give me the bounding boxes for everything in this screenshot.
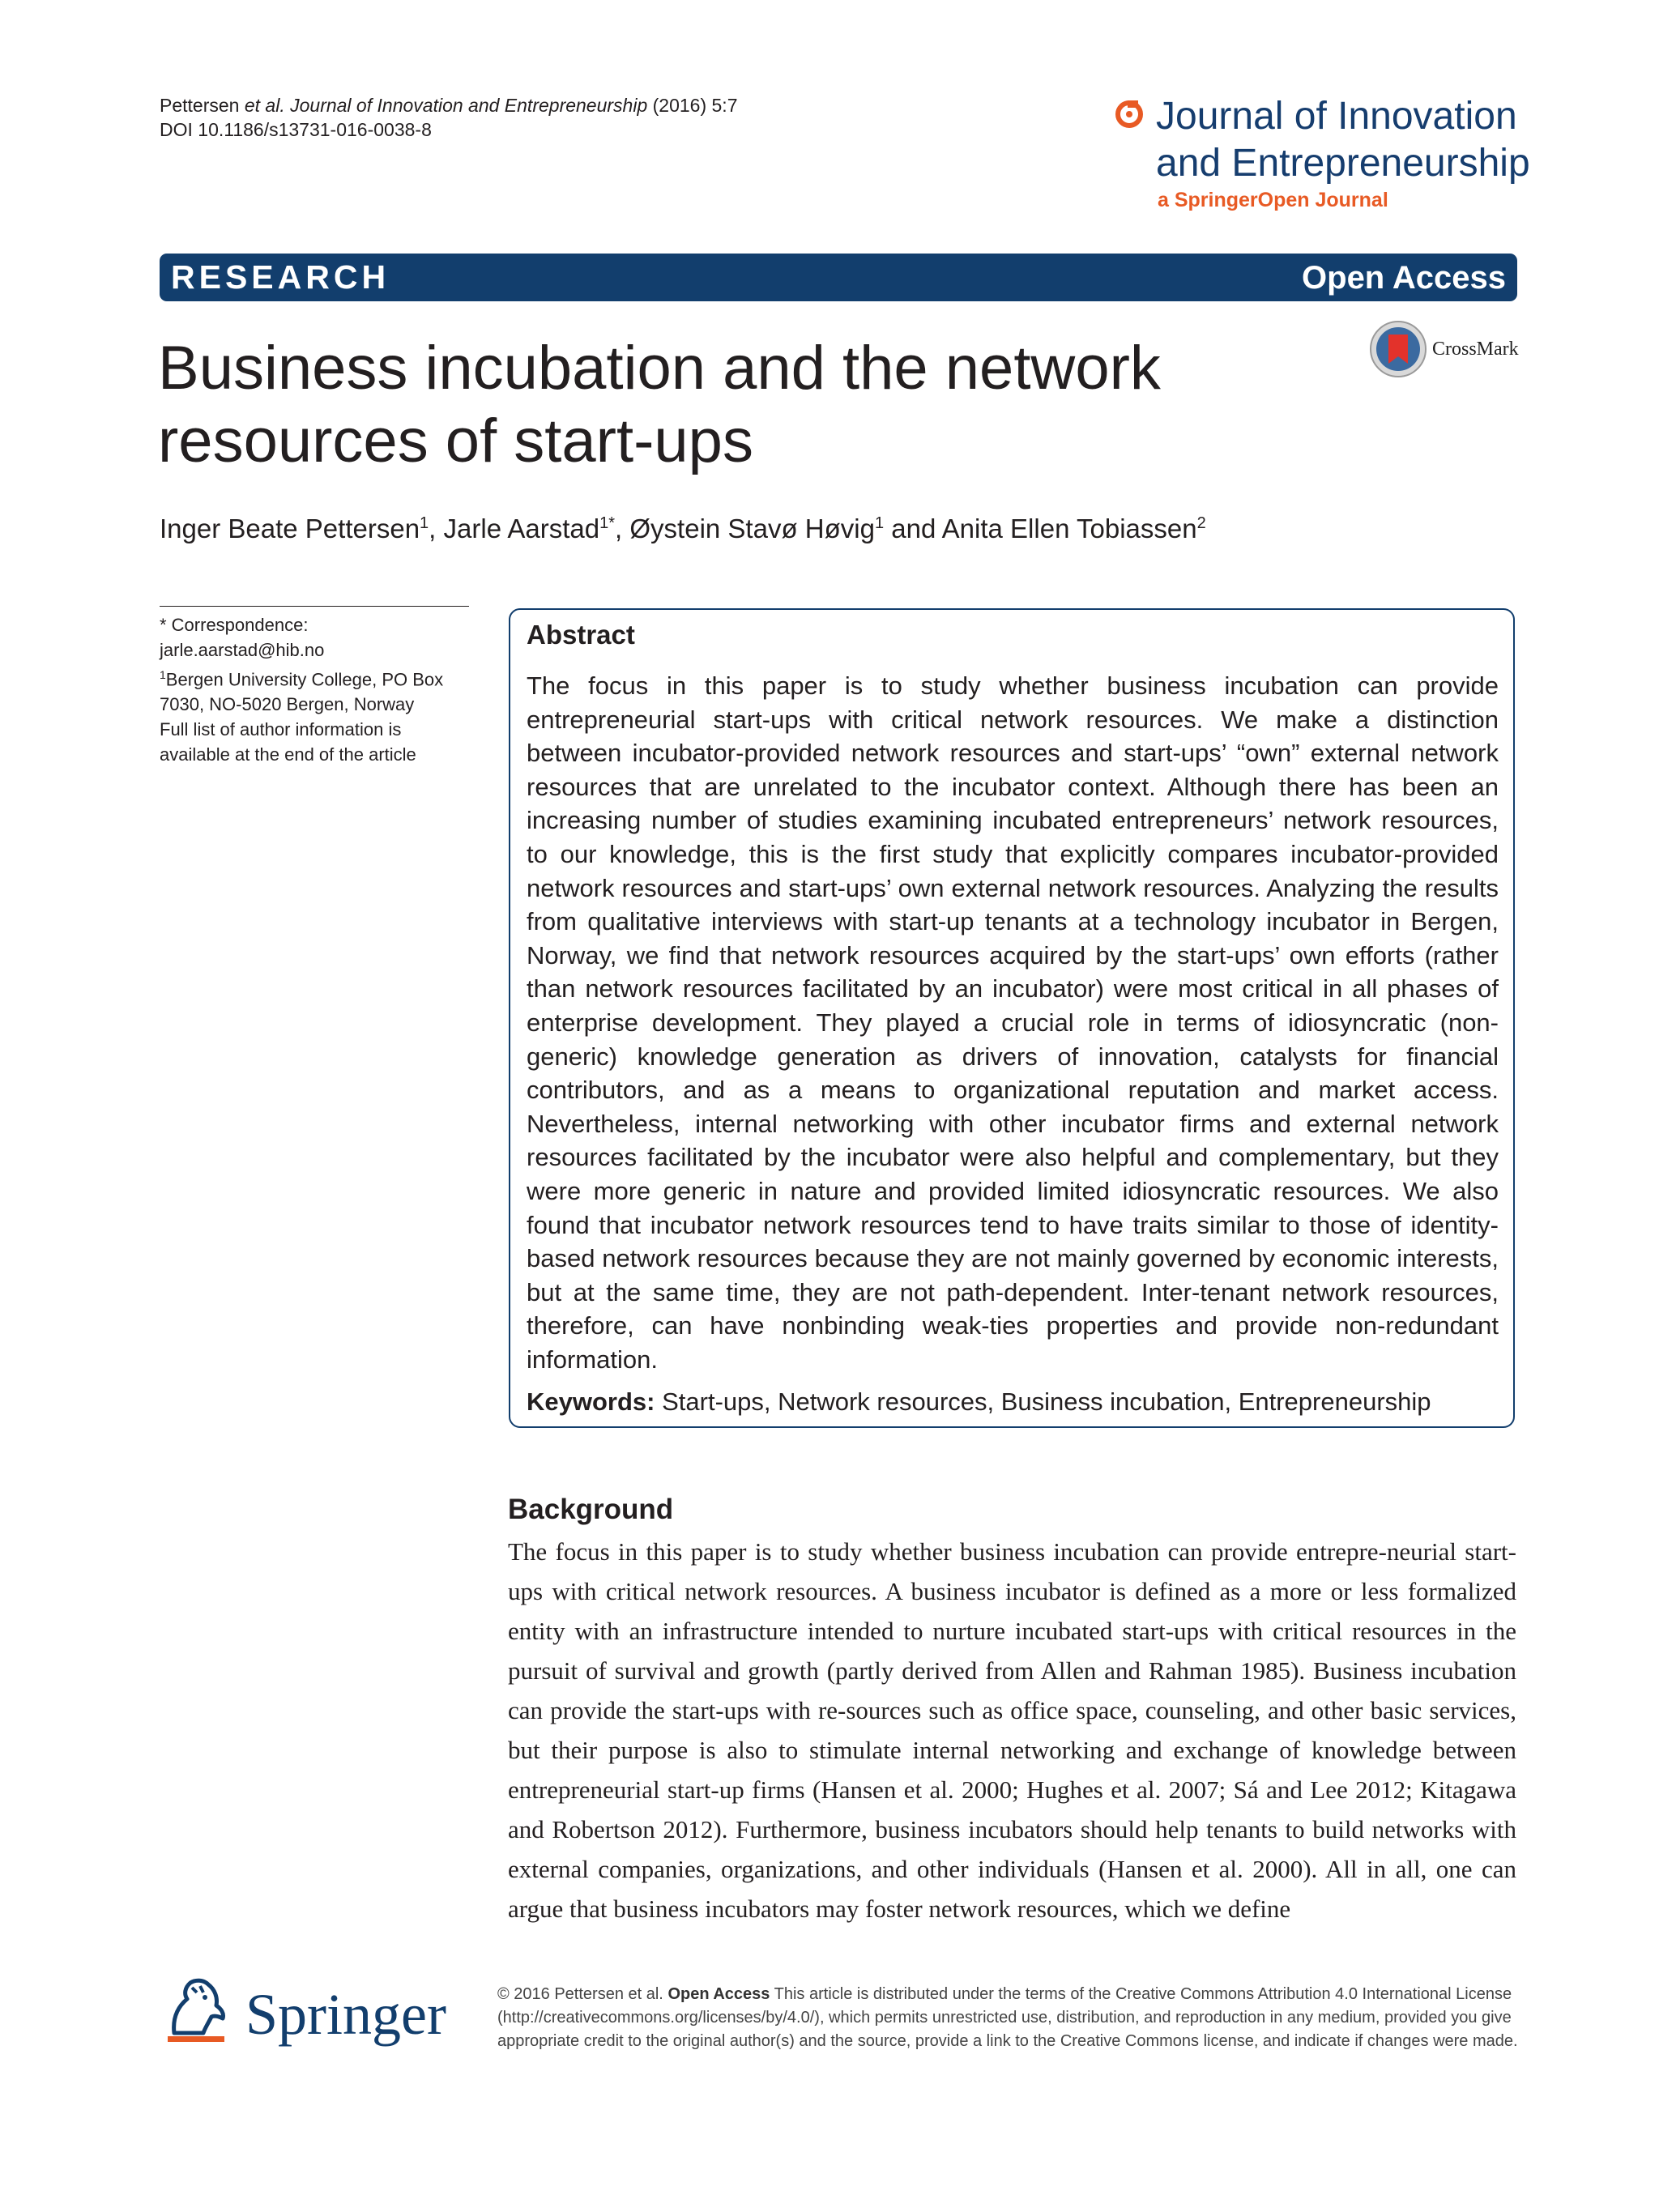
crossmark-label: CrossMark [1432,339,1519,360]
springeropen-logo-icon [1115,100,1143,128]
license-text: This article is distributed under the terms of the Creative Commons Attribution 4.0 International License (http://creativecommons.org/licenses/by/4.0/), which permits unrestricted use, distribution, and reproduction in any medium, provided you give appropriate credit to the original author(s) and the source, provide a link to the Creative Commons license, and indicate if changes were made. [497,1985,1518,2050]
keywords-list: Start-ups, Network resources, Business incubation, Entrepreneurship [662,1387,1431,1416]
author-affiliation-mark: 1* [599,514,616,532]
crossmark-icon [1369,320,1427,378]
correspondence-sidebar [160,612,471,767]
abstract-box [509,608,1515,1428]
author-affiliation-mark: 1 [874,514,885,532]
journal-name [1156,93,1530,187]
journal-name-line2: and Entrepreneurship [1156,142,1530,185]
abstract-heading: Abstract [527,620,635,650]
affiliation-text: Bergen University College, PO Box 7030, NO-5020 Bergen, Norway [160,669,444,715]
author-affiliation-mark: 1 [420,514,429,532]
springer-wordmark: Springer [245,1982,446,2047]
author-list [160,505,1294,547]
affiliation-mark: 1 [160,668,166,681]
author-info-note: Full list of author information is available at the end of the article [160,719,416,765]
springer-horse-icon [160,1976,237,2046]
author-name: Jarle Aarstad [443,514,600,543]
background-paragraph: The focus in this paper is to study whether business incubation can provide entrepre-neurial start-ups with critical network resources. A business incubator is defined as a more or less formalized entity with an infrastructure intended to nurture incubated start-ups with critical resources in the pursuit of survival and growth (partly derived from Allen and Rahman 1985). Business incubation can provide the start-ups with re-sources such as office space, counseling, and other basic services, but their purpose is also to stimulate internal networking and exchange of knowledge between entrepreneurial start-up firms (Hansen et al. 2000; Hughes et al. 2007; Sá and Lee 2012; Kitagawa and Robertson 2012). Furthermore, business incubators should help tenants to build networks with external companies, organizations, and other individuals (Hansen et al. 2000). All in all, one can argue that business incubators may foster network resources, which we define [508,1537,1516,1923]
crossmark-badge[interactable] [1369,320,1531,381]
license-copyright: © 2016 Pettersen et al. [497,1985,663,2003]
running-citation [160,93,738,142]
author-separator: and [884,514,942,543]
author-name: Øystein Stavø Høvig [629,514,875,543]
open-access-label: Open Access [1302,260,1506,296]
correspondence-label: * Correspondence: [160,615,309,635]
author-separator: , [429,514,444,543]
citation-volume: (2016) 5:7 [652,95,738,116]
section-heading-background: Background [508,1494,674,1525]
sidebar-divider [160,606,469,607]
title-line-2: resources of start-ups [158,407,753,475]
keywords [527,1386,1431,1418]
article-type-banner [160,254,1517,301]
journal-subtitle: a SpringerOpen Journal [1158,189,1388,211]
affiliation [160,663,471,717]
keywords-label: Keywords: [527,1387,655,1416]
title-line-1: Business incubation and the network [158,334,1161,403]
citation-journal: Journal of Innovation and Entrepreneurship [290,95,648,116]
doi[interactable]: DOI 10.1186/s13731-016-0038-8 [160,119,432,140]
author-separator: , [615,514,630,543]
license-notice [497,1983,1518,2053]
citation-authors: Pettersen [160,95,240,116]
article-title [158,332,1292,478]
article-type-label: RESEARCH [171,258,390,296]
journal-name-line1: Journal of Innovation [1156,95,1517,138]
author-name: Anita Ellen Tobiassen [941,514,1197,543]
license-open-access: Open Access [667,1985,770,2003]
author-name: Inger Beate Pettersen [160,514,420,543]
citation-etal: et al. [244,95,285,116]
citation-line [160,93,738,117]
correspondence-email[interactable]: jarle.aarstad@hib.no [160,640,325,660]
abstract-text: The focus in this paper is to study whether business incubation can provide entrepreneurial start-ups with critical network resources. We make a distinction between incubator-provided network resources and start-ups’ “own” external network resources that are unrelated to the incubator context. Although there has been an increasing number of studies examining incubated entrepreneurs’ network resources, to our knowledge, this is the first study that explicitly compares incubator-provided network resources and start-ups’ own external network resources. Analyzing the results from qualitative interviews with start-up tenants at a technology incubator in Bergen, Norway, we find that network resources acquired by the start-ups’ own efforts (rather than network resources facilitated by an incubator) were most critical in all phases of enterprise development. They played a crucial role in terms of idiosyncratic (non-generic) knowledge generation as drivers of innovation, catalysts for financial contributors, and as a means to organizational reputation and market access. Nevertheless, internal networking with other incubator firms and external network resources facilitated by the incubator were also helpful and complementary, but they were more generic in nature and provided limited idiosyncratic resources. We also found that incubator network resources tend to have traits similar to those of identity-based network resources because they are not mainly governed by economic interests, but at the same time, they are not path-dependent. Inter-tenant network resources, therefore, can have nonbinding weak-ties properties and provide non-redundant information. [527,671,1499,1374]
author-affiliation-mark: 2 [1196,514,1206,532]
springer-logo [160,1976,467,2046]
